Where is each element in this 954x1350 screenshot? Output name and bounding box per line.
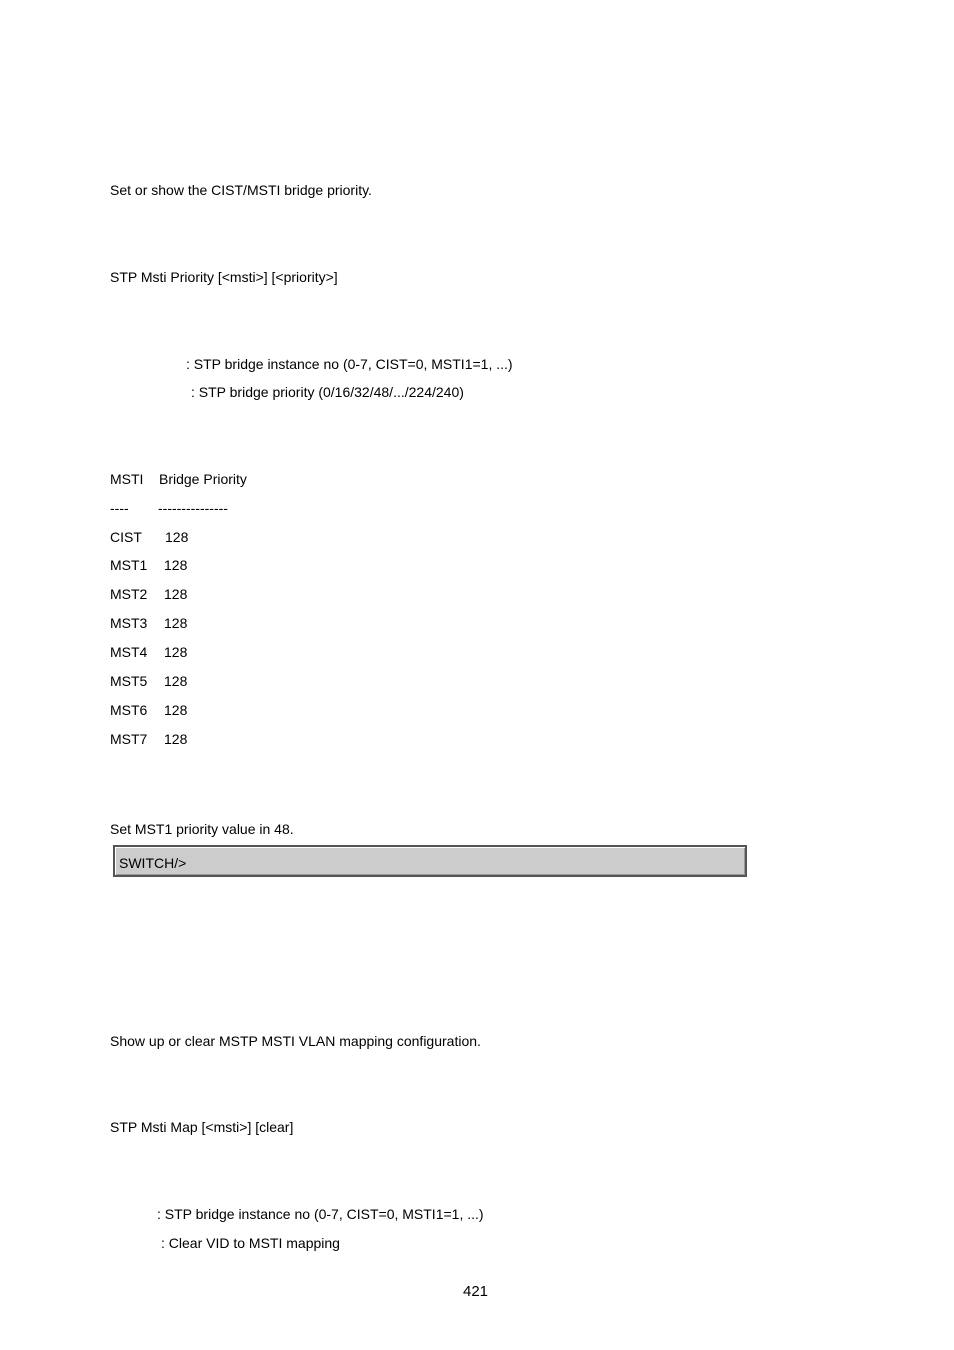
table-cell-msti: MST4 bbox=[110, 644, 148, 660]
table-cell-priority: 128 bbox=[164, 673, 188, 689]
table-cell-msti: MST6 bbox=[110, 702, 148, 718]
table-cell-priority: 128 bbox=[165, 529, 189, 545]
table-cell-priority: 128 bbox=[164, 557, 188, 573]
table-cell-priority: 128 bbox=[164, 615, 188, 631]
table-cell-msti: MST2 bbox=[110, 586, 148, 602]
table-cell-msti: MST1 bbox=[110, 557, 148, 573]
page-number: 421 bbox=[463, 1283, 489, 1300]
table-cell-msti: MST5 bbox=[110, 673, 148, 689]
priority-syntax: STP Msti Priority [<msti>] [<priority>] bbox=[110, 269, 338, 285]
table-cell-priority: 128 bbox=[164, 731, 188, 747]
example-command-box bbox=[113, 845, 747, 877]
map-description: Show up or clear MSTP MSTI VLAN mapping configuration. bbox=[110, 1033, 481, 1049]
table-header-bridge-priority: Bridge Priority bbox=[159, 471, 247, 487]
table-cell-msti: MST3 bbox=[110, 615, 148, 631]
priority-param-msti: : STP bridge instance no (0-7, CIST=0, MSTI1=1, ...) bbox=[186, 356, 513, 372]
table-separator-priority: --------------- bbox=[158, 500, 228, 516]
map-syntax: STP Msti Map [<msti>] [clear] bbox=[110, 1119, 294, 1135]
table-separator-msti: ---- bbox=[110, 500, 129, 516]
table-header-msti: MSTI bbox=[110, 471, 144, 487]
table-cell-priority: 128 bbox=[164, 586, 188, 602]
table-cell-priority: 128 bbox=[164, 702, 188, 718]
table-cell-msti: CIST bbox=[110, 529, 142, 545]
priority-example-text: Set MST1 priority value in 48. bbox=[110, 821, 294, 837]
map-param-clear: : Clear VID to MSTI mapping bbox=[161, 1235, 340, 1251]
priority-param-priority: : STP bridge priority (0/16/32/48/.../224/240) bbox=[191, 384, 464, 400]
map-param-msti: : STP bridge instance no (0-7, CIST=0, MSTI1=1, ...) bbox=[157, 1206, 484, 1222]
table-cell-msti: MST7 bbox=[110, 731, 148, 747]
example-command: SWITCH/> bbox=[119, 855, 187, 871]
priority-description: Set or show the CIST/MSTI bridge priority. bbox=[110, 182, 372, 198]
table-cell-priority: 128 bbox=[164, 644, 188, 660]
